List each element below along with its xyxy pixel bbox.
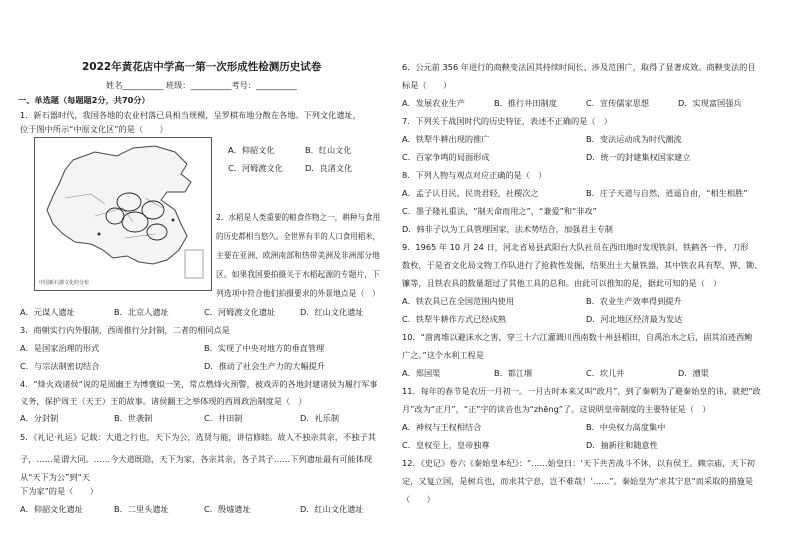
q10-text-2: 广之。”这个水利工程是 [402,350,485,360]
site-dot [172,219,175,222]
q7-option-c: C．百家争鸣的局面形成 [402,152,490,162]
q6-text-2: 标是（ ） [402,80,452,90]
q7-option-b: B．变法运动成为时代潮流 [586,134,682,144]
q2-text-2: 的历史都相当悠久。全世界有半的人口食用稻米， [216,231,381,241]
q11-text-1: 11．每年的春节是农历一月初一。一月古时本来又叫“政月”，到了秦朝为了避秦始皇的讳，就把“政 [402,386,761,396]
q4-option-c: C．井田制 [204,413,243,423]
site-dot [98,233,101,236]
q8-option-a: A．孟子认目民，民贵君轻，社稷次之 [402,188,539,198]
q3-option-b: B．实现了中央对地方的垂直管理 [204,343,325,353]
q8-text-1: 8．下列人物与观点对应正确的是（ ） [402,170,547,180]
q10-option-c: C．坎儿井 [586,368,625,378]
q8-option-d: D．韩非子以为工具管理国家，法术势结合，加强君主专制 [402,224,613,234]
q4-option-d: D．礼乐制 [300,413,340,423]
q1-option-b: B．红山文化 [305,145,352,155]
q5-text-3: 下为家”的是（ ） [20,486,98,496]
q2-option-b: B．北京人遗址 [114,307,169,317]
q5-option-a: A．仰韶文化遗址 [20,504,83,514]
q7-option-a: A．铁犁牛耕出现的推广 [402,134,490,144]
q9-option-d: D．河北地区经济最为发达 [586,314,683,324]
q9-option-c: C．铁犁牛耕作方式已经成熟 [402,314,506,324]
q7-text-1: 7．下列关于战国时代的历史特征，表述不正确的是（ ） [402,116,612,126]
q5-option-d: D．红山文化遗址 [300,504,364,514]
q11-option-d: D．抽新往和随意性 [586,440,658,450]
q2-option-d: D．红山文化遗址 [300,307,364,317]
page-title: 2022年黄花店中学高一第一次形成性检测历史试卷 [82,61,322,73]
q3-text-1: 3．商朝实行内外服制，西周推行分封制，二者的相同点是 [20,325,230,335]
q6-option-b: B．推行井田制度 [494,98,557,108]
q3-option-c: C．与宗法制密切结合 [20,361,100,371]
q8-option-b: B．庄子天道与自然，逍遥自由，“相生相胜” [586,188,748,198]
q9-option-a: A．铁农具已在全国范围内使用 [402,296,515,306]
q1-text-2: 位于图中所示“中原文化区”的是（ ） [20,124,168,134]
q4-text-1: 4．“烽火戏诸侯”说的是周幽王为博褒姒一笑，常点燃烽火预警，被戏弄的各地封建诸侯为履行军事 [20,379,378,389]
q11-text-2: 月”改为“正月”，“正”字的读音也为“zhēng”了。这说明皇帝制度的主要特征是（ ） [402,404,711,414]
china-outline [47,146,191,264]
neolithic-culture-map [34,137,212,291]
q12-text-2: 定，又复立国，是树兵也，而求其宁息，岂不难哉！’……”。秦始皇为“求其宁息”而采取的措施是 [402,476,754,486]
q11-option-a: A．神权与王权相结合 [402,422,482,432]
q11-option-b: B．中央权力高度集中 [586,422,666,432]
q1-option-a: A．仰韶文化 [228,145,275,155]
q11-option-c: C．皇权至上，皇帝独尊 [402,440,490,450]
student-info-line: 姓名__________ 班级：__________考号：__________ [106,80,297,90]
q9-option-b: B．农业生产效率得到提升 [586,296,682,306]
q4-text-2: 义务，保护周王（天王）王的故事。诸侯翻王之举体现的西周政治制度是（ ） [20,396,307,406]
q6-option-d: D．实现富国强兵 [678,98,742,108]
q6-option-c: C．宣传儒家思想 [586,98,650,108]
q5-option-b: B．二里头遗址 [114,504,169,514]
q2-option-a: A．元谋人遗址 [20,307,75,317]
map-caption: 中国新石器文化的分布 [39,280,90,286]
q1-option-c: C．河姆渡文化 [228,163,283,173]
q5-text-1: 5．《礼记·礼运》记载：大道之行也，天下为公，选贤与能，讲信修睦。故人不独亲其亲，不独子其 [20,432,376,442]
q3-option-a: A．是国家治理的形式 [20,343,100,353]
q8-option-c: C．墨子隆礼重法，“制天命而用之”，“兼爱”和“非攻” [402,206,597,216]
q12-text-3: （ ） [402,494,435,504]
q2-text-3: 主要在亚洲、欧洲南部和热带美洲及非洲部分地 [216,250,380,260]
q9-text-1: 9．1965 年 10 月 24 日，河北省易县武阳台大队社员在西田地时发现铁斜、铁鹤各一件，刀形 [402,242,749,252]
q6-text-1: 6．公元前 356 年进行的商鞅变法因其持续时间长、涉及范围广，取得了显著成效。商鞅变法的目 [402,62,756,72]
q5-text-2: 子，……是谓大同。……今大道既隐，天下为家，各亲其亲，各子其子……下列遗址最有可能体现从“天下为公”到“天 [20,454,373,482]
q10-option-b: B．都江堰 [494,368,533,378]
q1-text-1: 1．新石器时代，我国各地的农业村落已具相当规模，呈罗棋布地分散在各地。下列文化遗址， [20,110,361,120]
q5-option-c: C．殷墟遗址 [204,504,251,514]
q9-text-3: 镰等，且铁农具的数量超过了其他工具的总和。由此可以推知的是，据此可知的是（ ） [402,278,722,288]
q9-text-2: 数枚，于是省文化局文物工作队进行了抢救性发掘，结果出土大量铁器，其中铁农具有犁、铧、锄、 [402,260,763,270]
q2-text-4: 区。如果我国要拍摄关于水稻起源的专题片，下 [216,269,380,279]
q10-text-1: 10．“凿离堆以避沫水之害，穿三十六江灌溉川西南数十州县稻田，自禹治水之后，固其泊迹西鲍 [402,332,753,342]
south-sea-inset [185,250,203,278]
q6-option-a: A．发展农业生产 [402,98,465,108]
q4-option-a: A．分封制 [20,413,59,423]
china-map-figure [35,138,211,290]
q10-option-d: D．漕渠 [678,368,709,378]
q2-text-5: 列选项中符合他们拍摄要求的外景地点是（ ） [216,288,380,298]
q7-option-d: D．统一的封建集权国家建立 [586,152,691,162]
q4-option-b: B．世袭制 [114,413,153,423]
section-heading: 一、单选题（每题题2分，共70分） [18,95,150,105]
q12-text-1: 12．《史记》卷六《秦始皇本纪》：“……始皇曰：‘天下共苦战斗不休，以有侯王。赖宗庙，天下初 [402,458,755,468]
q10-option-a: A．郑国渠 [402,368,441,378]
q2-text-1: 2．水稻是人类重要的粮食作物之一，耕种与食用 [216,212,381,222]
q1-option-d: D．良渚文化 [305,163,353,173]
q3-option-d: D．推动了社会生产力的大幅提升 [204,361,325,371]
q2-option-c: C．河姆渡文化遗址 [204,307,276,317]
